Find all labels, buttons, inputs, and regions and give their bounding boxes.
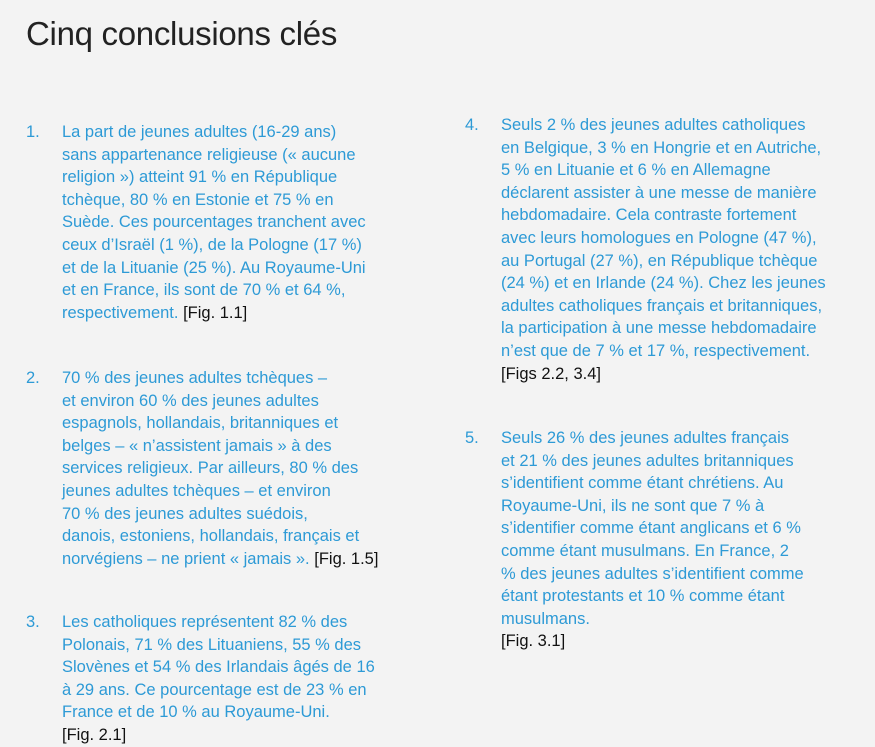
- finding-text: Seuls 2 % des jeunes adultes catholiques en Belgique, 3 % en Hongrie et en Autriche, 5 % en Lituanie et 6 % en Allemagne déclarent assister à une messe de manière hebdomadaire. Cela contraste fortement avec leurs homologues en Pologne (47 %), au Portugal (27 %), en République tchèque (24 %) et en Irlande (24 %). Chez les jeunes adultes catholiques français et britanniques, la participation à une messe hebdomadaire n’est que de 7 % et 17 %, respectivement.: [501, 116, 826, 360]
- finding-number: 5.: [465, 429, 479, 447]
- figure-reference: [Fig. 2.1]: [62, 725, 127, 744]
- finding-number: 1.: [26, 123, 40, 141]
- finding-2: [26, 367, 418, 570]
- finding-5: [465, 427, 865, 653]
- finding-number: 2.: [26, 369, 40, 387]
- figure-reference: [Fig. 1.5]: [314, 549, 379, 568]
- finding-body: [62, 611, 401, 747]
- finding-body: [501, 114, 865, 385]
- page-title: Cinq conclusions clés: [26, 15, 338, 52]
- figure-reference: [Fig. 1.1]: [183, 303, 248, 322]
- finding-text: Seuls 26 % des jeunes adultes français et 21 % des jeunes adultes britanniques s’identifient comme étant chrétiens. Au Royaume-Uni, ils ne sont que 7 % à s’identifier comme étant anglicans et 6 % comme étant musulmans. En France, 2 % des jeunes adultes s’identifient comme étant protestants et 10 % comme étant musulmans.: [501, 429, 804, 628]
- finding-text: La part de jeunes adultes (16-29 ans) sans appartenance religieuse (« aucune religion ») atteint 91 % en République tchèque, 80 % en Estonie et 75 % en Suède. Ces pourcentages tranchent avec ceux d’Israël (1 %), de la Pologne (17 %) et de la Lituanie (25 %). Au Royaume-Uni et en France, ils sont de 70 % et 64 %, respectivement.: [62, 123, 366, 322]
- finding-1: [26, 121, 401, 324]
- finding-body: [62, 367, 418, 570]
- finding-number: 3.: [26, 613, 40, 631]
- finding-body: [62, 121, 401, 324]
- figure-reference: [Figs 2.2, 3.4]: [501, 364, 601, 383]
- finding-3: [26, 611, 401, 747]
- finding-body: [501, 427, 865, 653]
- figure-reference: [Fig. 3.1]: [501, 632, 566, 651]
- finding-text: Les catholiques représentent 82 % des Polonais, 71 % des Lituaniens, 55 % des Slovènes et 54 % des Irlandais âgés de 16 à 29 ans. Ce pourcentage est de 23 % en France et de 10 % au Royaume-Uni.: [62, 613, 375, 722]
- finding-4: [465, 114, 865, 385]
- finding-text: 70 % des jeunes adultes tchèques – et environ 60 % des jeunes adultes espagnols, hollandais, britanniques et belges – « n’assistent jamais » à des services religieux. Par ailleurs, 80 % des jeunes adultes tchèques – et environ 70 % des jeunes adultes suédois, danois, estoniens, hollandais, français et norvégiens – ne prient « jamais ».: [62, 369, 360, 568]
- finding-number: 4.: [465, 116, 479, 134]
